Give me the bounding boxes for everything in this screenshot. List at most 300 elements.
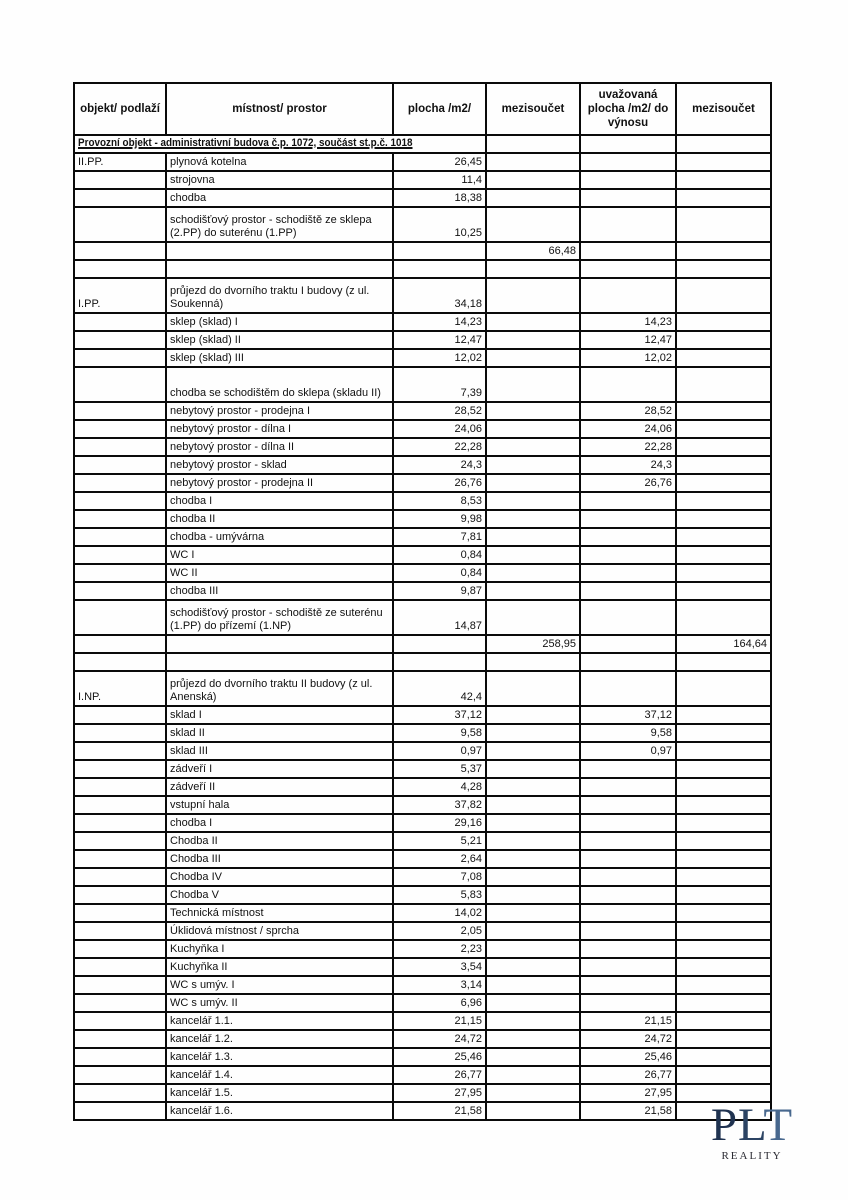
table-row	[74, 868, 771, 886]
table-row	[74, 582, 771, 600]
cell-considered-area	[580, 153, 676, 171]
cell-subtotal-2	[676, 242, 771, 260]
cell-area: 7,81	[393, 528, 486, 546]
cell-area: 6,96	[393, 994, 486, 1012]
cell-subtotal-1	[486, 564, 580, 582]
cell-subtotal-1	[486, 850, 580, 868]
cell-considered-area	[580, 760, 676, 778]
cell-floor: I.NP.	[74, 671, 166, 706]
cell-floor	[74, 1102, 166, 1120]
table-row	[74, 958, 771, 976]
cell-considered-area: 25,46	[580, 1048, 676, 1066]
table-row	[74, 922, 771, 940]
cell-considered-area	[580, 671, 676, 706]
cell-considered-area	[580, 367, 676, 402]
cell-considered-area	[580, 976, 676, 994]
cell-area: 0,84	[393, 546, 486, 564]
cell-floor	[74, 260, 166, 278]
cell-subtotal-1	[486, 1084, 580, 1102]
cell-room: sklad II	[166, 724, 393, 742]
cell-room: chodba	[166, 189, 393, 207]
cell-area: 2,64	[393, 850, 486, 868]
cell-room	[166, 260, 393, 278]
cell-subtotal-1	[486, 1102, 580, 1120]
cell-subtotal-1	[486, 958, 580, 976]
cell-subtotal-1	[486, 492, 580, 510]
cell-considered-area	[580, 886, 676, 904]
table-row	[74, 349, 771, 367]
cell-area: 18,38	[393, 189, 486, 207]
cell-subtotal-2	[676, 420, 771, 438]
cell-considered-area	[580, 510, 676, 528]
table-row	[74, 706, 771, 724]
cell-area: 34,18	[393, 278, 486, 313]
cell-room: Chodba IV	[166, 868, 393, 886]
cell-room: chodba se schodištěm do sklepa (skladu II)	[166, 367, 393, 402]
table-row	[74, 546, 771, 564]
table-row	[74, 171, 771, 189]
table-row	[74, 528, 771, 546]
cell-floor	[74, 635, 166, 653]
cell-subtotal-2	[676, 367, 771, 402]
cell-subtotal-2	[676, 742, 771, 760]
cell-subtotal-2	[676, 456, 771, 474]
cell-room: Úklidová místnost / sprcha	[166, 922, 393, 940]
cell-area: 12,02	[393, 349, 486, 367]
cell-room: nebytový prostor - dílna II	[166, 438, 393, 456]
cell-considered-area	[580, 868, 676, 886]
cell-subtotal-2	[676, 510, 771, 528]
cell-subtotal-1	[486, 796, 580, 814]
cell-subtotal-1	[486, 474, 580, 492]
cell-room: schodišťový prostor - schodiště ze suterénu (1.PP) do přízemí (1.NP)	[166, 600, 393, 635]
cell-room: sklad I	[166, 706, 393, 724]
cell-considered-area	[580, 994, 676, 1012]
cell-considered-area	[580, 582, 676, 600]
cell-room: Chodba III	[166, 850, 393, 868]
cell-subtotal-2	[676, 171, 771, 189]
cell-floor	[74, 778, 166, 796]
table-row	[74, 814, 771, 832]
empty-cell	[580, 135, 676, 153]
cell-room: Kuchyňka I	[166, 940, 393, 958]
cell-considered-area: 24,3	[580, 456, 676, 474]
cell-considered-area	[580, 814, 676, 832]
cell-area: 24,06	[393, 420, 486, 438]
area-table-body	[74, 135, 771, 1120]
cell-subtotal-1	[486, 438, 580, 456]
cell-subtotal-1	[486, 868, 580, 886]
cell-subtotal-1	[486, 904, 580, 922]
cell-room: zádveří II	[166, 778, 393, 796]
cell-floor	[74, 1066, 166, 1084]
cell-room: Technická místnost	[166, 904, 393, 922]
cell-floor	[74, 796, 166, 814]
table-row	[74, 940, 771, 958]
cell-area: 37,12	[393, 706, 486, 724]
cell-floor	[74, 349, 166, 367]
cell-subtotal-1	[486, 1030, 580, 1048]
cell-room	[166, 653, 393, 671]
cell-subtotal-2	[676, 153, 771, 171]
cell-area: 0,84	[393, 564, 486, 582]
cell-floor	[74, 653, 166, 671]
table-row	[74, 600, 771, 635]
cell-room: zádveří I	[166, 760, 393, 778]
cell-area: 26,45	[393, 153, 486, 171]
cell-subtotal-1	[486, 331, 580, 349]
cell-area: 7,08	[393, 868, 486, 886]
cell-subtotal-2	[676, 582, 771, 600]
cell-floor	[74, 706, 166, 724]
cell-subtotal-1	[486, 653, 580, 671]
cell-floor	[74, 994, 166, 1012]
cell-subtotal-1	[486, 940, 580, 958]
cell-floor	[74, 724, 166, 742]
table-row	[74, 904, 771, 922]
table-row	[74, 207, 771, 242]
cell-considered-area: 12,02	[580, 349, 676, 367]
cell-room: chodba I	[166, 814, 393, 832]
cell-considered-area: 26,77	[580, 1066, 676, 1084]
cell-subtotal-1	[486, 976, 580, 994]
cell-considered-area: 12,47	[580, 331, 676, 349]
cell-subtotal-1	[486, 582, 580, 600]
cell-area: 2,23	[393, 940, 486, 958]
cell-considered-area	[580, 653, 676, 671]
cell-subtotal-2	[676, 402, 771, 420]
cell-floor	[74, 171, 166, 189]
cell-floor	[74, 207, 166, 242]
section-title: Provozní objekt - administrativní budova č.p. 1072, součást st.p.č. 1018	[78, 137, 413, 149]
table-row	[74, 778, 771, 796]
cell-room: chodba III	[166, 582, 393, 600]
cell-subtotal-1	[486, 420, 580, 438]
table-header	[74, 83, 771, 135]
cell-subtotal-2	[676, 438, 771, 456]
cell-area: 29,16	[393, 814, 486, 832]
cell-floor	[74, 976, 166, 994]
cell-area: 7,39	[393, 367, 486, 402]
cell-floor	[74, 1048, 166, 1066]
cell-area: 9,98	[393, 510, 486, 528]
cell-subtotal-1	[486, 742, 580, 760]
cell-subtotal-1	[486, 278, 580, 313]
cell-subtotal-1: 258,95	[486, 635, 580, 653]
table-row	[74, 153, 771, 171]
table-row	[74, 189, 771, 207]
cell-considered-area: 22,28	[580, 438, 676, 456]
cell-subtotal-2	[676, 850, 771, 868]
table-row	[74, 886, 771, 904]
cell-considered-area	[580, 189, 676, 207]
logo-letter: P	[710, 1099, 738, 1151]
cell-subtotal-2	[676, 724, 771, 742]
cell-subtotal-2	[676, 1066, 771, 1084]
cell-area: 14,02	[393, 904, 486, 922]
table-row	[74, 1030, 771, 1048]
cell-area: 4,28	[393, 778, 486, 796]
cell-room: WC II	[166, 564, 393, 582]
cell-area: 27,95	[393, 1084, 486, 1102]
cell-subtotal-2	[676, 564, 771, 582]
table-row	[74, 1048, 771, 1066]
cell-subtotal-2	[676, 886, 771, 904]
cell-subtotal-2	[676, 922, 771, 940]
table-row	[74, 402, 771, 420]
cell-subtotal-1	[486, 528, 580, 546]
cell-subtotal-1	[486, 778, 580, 796]
cell-subtotal-1	[486, 1012, 580, 1030]
cell-subtotal-2	[676, 976, 771, 994]
cell-area: 21,58	[393, 1102, 486, 1120]
cell-floor	[74, 189, 166, 207]
cell-area: 22,28	[393, 438, 486, 456]
cell-floor	[74, 1030, 166, 1048]
empty-cell	[676, 135, 771, 153]
cell-floor	[74, 832, 166, 850]
cell-floor	[74, 456, 166, 474]
cell-subtotal-1: 66,48	[486, 242, 580, 260]
cell-room: sklep (sklad) I	[166, 313, 393, 331]
cell-area: 37,82	[393, 796, 486, 814]
table-row	[74, 474, 771, 492]
cell-subtotal-2	[676, 492, 771, 510]
cell-room: WC I	[166, 546, 393, 564]
cell-subtotal-1	[486, 402, 580, 420]
cell-considered-area	[580, 958, 676, 976]
table-row	[74, 278, 771, 313]
logo-letter: T	[763, 1099, 794, 1151]
cell-subtotal-1	[486, 153, 580, 171]
cell-considered-area	[580, 635, 676, 653]
cell-area	[393, 242, 486, 260]
cell-considered-area: 26,76	[580, 474, 676, 492]
table-row	[74, 1066, 771, 1084]
cell-floor	[74, 420, 166, 438]
table-row	[74, 456, 771, 474]
cell-floor	[74, 492, 166, 510]
cell-area: 12,47	[393, 331, 486, 349]
table-row	[74, 1084, 771, 1102]
cell-area: 0,97	[393, 742, 486, 760]
cell-area: 5,83	[393, 886, 486, 904]
cell-area: 25,46	[393, 1048, 486, 1066]
table-row	[74, 832, 771, 850]
cell-subtotal-2	[676, 760, 771, 778]
cell-floor	[74, 760, 166, 778]
cell-floor	[74, 814, 166, 832]
section-title-cell	[74, 135, 486, 153]
cell-considered-area	[580, 546, 676, 564]
cell-considered-area	[580, 171, 676, 189]
cell-floor: I.PP.	[74, 278, 166, 313]
table-row	[74, 994, 771, 1012]
cell-area: 14,87	[393, 600, 486, 635]
cell-room: Chodba V	[166, 886, 393, 904]
cell-area: 8,53	[393, 492, 486, 510]
cell-area: 3,14	[393, 976, 486, 994]
cell-room: Chodba II	[166, 832, 393, 850]
cell-considered-area: 21,58	[580, 1102, 676, 1120]
cell-subtotal-1	[486, 313, 580, 331]
cell-area: 21,15	[393, 1012, 486, 1030]
cell-area	[393, 260, 486, 278]
cell-considered-area	[580, 207, 676, 242]
plt-reality-logo	[704, 1100, 800, 1162]
cell-room: kancelář 1.5.	[166, 1084, 393, 1102]
cell-considered-area: 0,97	[580, 742, 676, 760]
cell-subtotal-2	[676, 653, 771, 671]
cell-floor	[74, 868, 166, 886]
cell-subtotal-2	[676, 904, 771, 922]
table-row	[74, 742, 771, 760]
cell-floor	[74, 904, 166, 922]
spacer-row	[74, 260, 771, 278]
cell-subtotal-2	[676, 814, 771, 832]
cell-room: kancelář 1.2.	[166, 1030, 393, 1048]
cell-subtotal-2	[676, 349, 771, 367]
cell-room: Kuchyňka II	[166, 958, 393, 976]
cell-room: nebytový prostor - dílna I	[166, 420, 393, 438]
cell-area: 26,76	[393, 474, 486, 492]
column-header-room-space: místnost/ prostor	[166, 83, 393, 135]
cell-room: plynová kotelna	[166, 153, 393, 171]
cell-room: průjezd do dvorního traktu II budovy (z ul. Anenská)	[166, 671, 393, 706]
cell-subtotal-2	[676, 278, 771, 313]
cell-floor	[74, 600, 166, 635]
cell-room: chodba II	[166, 510, 393, 528]
cell-considered-area	[580, 278, 676, 313]
cell-subtotal-2	[676, 207, 771, 242]
table-row	[74, 492, 771, 510]
logo-wordmark	[704, 1100, 800, 1150]
table-row	[74, 724, 771, 742]
cell-subtotal-2	[676, 600, 771, 635]
column-header-subtotal-1: mezisoučet	[486, 83, 580, 135]
cell-subtotal-2: 164,64	[676, 635, 771, 653]
cell-floor	[74, 958, 166, 976]
cell-subtotal-2	[676, 778, 771, 796]
cell-area: 42,4	[393, 671, 486, 706]
cell-subtotal-1	[486, 814, 580, 832]
cell-area: 14,23	[393, 313, 486, 331]
cell-area: 24,3	[393, 456, 486, 474]
table-row	[74, 438, 771, 456]
cell-floor	[74, 438, 166, 456]
cell-floor	[74, 886, 166, 904]
cell-subtotal-1	[486, 546, 580, 564]
cell-floor	[74, 564, 166, 582]
cell-room: nebytový prostor - prodejna I	[166, 402, 393, 420]
table-row	[74, 1102, 771, 1120]
cell-room: kancelář 1.4.	[166, 1066, 393, 1084]
cell-room: vstupní hala	[166, 796, 393, 814]
cell-considered-area	[580, 564, 676, 582]
cell-subtotal-1	[486, 456, 580, 474]
table-row	[74, 367, 771, 402]
cell-subtotal-1	[486, 886, 580, 904]
table-row	[74, 760, 771, 778]
cell-subtotal-2	[676, 1012, 771, 1030]
table-row	[74, 510, 771, 528]
cell-subtotal-2	[676, 546, 771, 564]
cell-floor	[74, 1012, 166, 1030]
cell-subtotal-1	[486, 189, 580, 207]
cell-subtotal-1	[486, 760, 580, 778]
empty-cell	[486, 135, 580, 153]
cell-room	[166, 242, 393, 260]
cell-floor	[74, 402, 166, 420]
cell-room: WC s umýv. I	[166, 976, 393, 994]
cell-subtotal-1	[486, 349, 580, 367]
logo-subtext: REALITY	[721, 1150, 783, 1162]
cell-considered-area: 27,95	[580, 1084, 676, 1102]
cell-floor: II.PP.	[74, 153, 166, 171]
cell-room: sklad III	[166, 742, 393, 760]
cell-area: 2,05	[393, 922, 486, 940]
cell-subtotal-2	[676, 474, 771, 492]
area-table	[73, 82, 772, 1121]
cell-considered-area: 28,52	[580, 402, 676, 420]
cell-area	[393, 635, 486, 653]
cell-subtotal-1	[486, 207, 580, 242]
cell-area: 9,87	[393, 582, 486, 600]
cell-considered-area	[580, 904, 676, 922]
cell-subtotal-2	[676, 1030, 771, 1048]
cell-subtotal-1	[486, 510, 580, 528]
cell-area: 3,54	[393, 958, 486, 976]
cell-subtotal-2	[676, 994, 771, 1012]
column-header-considered-area: uvažovaná plocha /m2/ do výnosu	[580, 83, 676, 135]
cell-floor	[74, 331, 166, 349]
cell-area: 9,58	[393, 724, 486, 742]
table-row	[74, 850, 771, 868]
cell-considered-area	[580, 832, 676, 850]
logo-letter: L	[738, 1099, 764, 1151]
cell-room: chodba I	[166, 492, 393, 510]
cell-considered-area	[580, 778, 676, 796]
cell-floor	[74, 742, 166, 760]
cell-subtotal-2	[676, 260, 771, 278]
cell-room: kancelář 1.6.	[166, 1102, 393, 1120]
cell-area	[393, 653, 486, 671]
cell-subtotal-1	[486, 994, 580, 1012]
cell-floor	[74, 313, 166, 331]
cell-considered-area	[580, 940, 676, 958]
cell-considered-area	[580, 242, 676, 260]
cell-floor	[74, 850, 166, 868]
cell-room	[166, 635, 393, 653]
cell-floor	[74, 510, 166, 528]
cell-floor	[74, 922, 166, 940]
cell-area: 5,21	[393, 832, 486, 850]
cell-floor	[74, 528, 166, 546]
cell-room: nebytový prostor - prodejna II	[166, 474, 393, 492]
cell-considered-area	[580, 260, 676, 278]
cell-subtotal-1	[486, 600, 580, 635]
cell-subtotal-1	[486, 724, 580, 742]
cell-room: sklep (sklad) II	[166, 331, 393, 349]
cell-area: 5,37	[393, 760, 486, 778]
cell-subtotal-2	[676, 706, 771, 724]
cell-subtotal-1	[486, 260, 580, 278]
cell-floor	[74, 242, 166, 260]
cell-room: WC s umýv. II	[166, 994, 393, 1012]
cell-considered-area	[580, 922, 676, 940]
cell-floor	[74, 582, 166, 600]
column-header-subtotal-2: mezisoučet	[676, 83, 771, 135]
